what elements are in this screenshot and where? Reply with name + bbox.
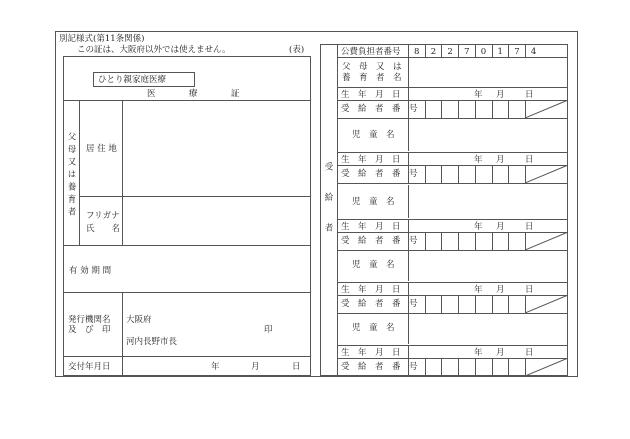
issue-date-label: 交付年月日 bbox=[68, 362, 111, 372]
row-divider bbox=[337, 118, 568, 119]
cell-divider bbox=[508, 232, 509, 250]
recipient-no-3-diagonal bbox=[525, 232, 568, 250]
badge-text: ひとり親家庭医療 bbox=[98, 75, 167, 85]
divider bbox=[63, 292, 311, 293]
child-birth-label: 生 年 月 日 bbox=[341, 222, 401, 232]
divider bbox=[79, 100, 80, 245]
child-recipient-no-label: 受 給 者 番 号 bbox=[341, 362, 418, 372]
cell-divider bbox=[441, 100, 442, 118]
child-recipient-no-label: 受 給 者 番 号 bbox=[341, 299, 418, 309]
child-birth-label: 生 年 月 日 bbox=[341, 348, 401, 358]
cell-divider bbox=[408, 87, 409, 100]
notice-text: この証は、大阪府以外では使えません。 bbox=[77, 45, 231, 55]
cell-divider bbox=[441, 44, 442, 57]
cell-divider bbox=[508, 100, 509, 118]
child-birth-label: 生 年 月 日 bbox=[341, 155, 401, 165]
child-birth-label: 生 年 月 日 bbox=[341, 285, 401, 295]
cell-divider bbox=[441, 232, 442, 250]
cell-divider bbox=[408, 57, 409, 87]
cell-divider bbox=[475, 295, 476, 313]
divider bbox=[122, 292, 123, 376]
recipient-no-label: 受 給 者 番 号 bbox=[341, 104, 418, 114]
cell-divider bbox=[475, 165, 476, 183]
row-divider bbox=[337, 183, 568, 184]
cell-divider bbox=[475, 44, 476, 57]
cell-divider bbox=[408, 100, 409, 118]
cell-divider bbox=[425, 358, 426, 376]
cell-divider bbox=[441, 358, 442, 376]
child-name-label: 児 童 名 bbox=[352, 260, 395, 270]
cell-divider bbox=[508, 295, 509, 313]
guardian-vertical-label: 父母又は養育者 bbox=[66, 132, 76, 220]
row-divider bbox=[337, 219, 568, 220]
birth-year: 年 bbox=[474, 90, 483, 100]
payer-digit: 1 bbox=[497, 47, 503, 57]
cell-divider bbox=[492, 295, 493, 313]
recipient-no-2-diagonal bbox=[525, 165, 568, 183]
cell-divider bbox=[425, 295, 426, 313]
row-divider bbox=[337, 250, 568, 251]
payer-number-label: 公費負担者番号 bbox=[341, 47, 401, 57]
row-divider bbox=[337, 57, 568, 58]
issuer-label-1: 発行機関名 bbox=[68, 315, 111, 325]
issue-month: 月 bbox=[251, 362, 260, 372]
cell-divider bbox=[408, 219, 409, 232]
birth-month: 月 bbox=[496, 155, 505, 165]
recipient-vertical-label: 受給者 bbox=[323, 162, 333, 254]
address-label: 居 住 地 bbox=[86, 144, 117, 154]
birth-year: 年 bbox=[474, 222, 483, 232]
cell-divider bbox=[458, 358, 459, 376]
cell-divider bbox=[492, 358, 493, 376]
row-divider bbox=[337, 313, 568, 314]
cell-divider bbox=[408, 118, 409, 151]
birth-month: 月 bbox=[496, 222, 505, 232]
divider bbox=[63, 245, 311, 246]
child-recipient-no-label: 受 給 者 番 号 bbox=[341, 236, 418, 246]
cell-divider bbox=[408, 345, 409, 358]
form-label: 別記様式(第11条関係) bbox=[59, 34, 145, 44]
cell-divider bbox=[525, 44, 526, 57]
birth-month: 月 bbox=[496, 348, 505, 358]
issue-day: 日 bbox=[292, 362, 301, 372]
divider bbox=[337, 44, 338, 376]
payer-digit: 8 bbox=[414, 47, 420, 57]
cell-divider bbox=[458, 232, 459, 250]
cell-divider bbox=[475, 232, 476, 250]
side-label: (表) bbox=[289, 45, 305, 55]
cell-divider bbox=[441, 165, 442, 183]
guardian-name-label-2: 養 育 者 名 bbox=[342, 73, 402, 83]
row-divider bbox=[337, 345, 568, 346]
cell-divider bbox=[458, 100, 459, 118]
birth-day: 日 bbox=[525, 90, 534, 100]
payer-digit: 2 bbox=[447, 47, 453, 57]
cell-divider bbox=[408, 185, 409, 218]
divider bbox=[122, 100, 123, 245]
payer-digit: 4 bbox=[530, 47, 537, 57]
divider bbox=[79, 196, 311, 197]
name-label: 氏 名 bbox=[86, 224, 121, 234]
cell-divider bbox=[408, 152, 409, 165]
child-name-label: 児 童 名 bbox=[352, 197, 395, 207]
cell-divider bbox=[408, 358, 409, 376]
child-name-label: 児 童 名 bbox=[352, 323, 395, 333]
payer-digit: 7 bbox=[514, 47, 520, 57]
child-name-label: 児 童 名 bbox=[352, 130, 395, 140]
recipient-no-4-diagonal bbox=[525, 295, 568, 313]
cell-divider bbox=[492, 232, 493, 250]
cell-divider bbox=[458, 295, 459, 313]
issuer-value-2: 河内長野市長 bbox=[126, 337, 178, 347]
recipient-no-1-diagonal bbox=[525, 100, 568, 118]
cell-divider bbox=[508, 44, 509, 57]
furigana-label: フリガナ bbox=[86, 211, 120, 221]
cell-divider bbox=[508, 165, 509, 183]
birth-day: 日 bbox=[525, 348, 534, 358]
issue-year: 年 bbox=[211, 362, 220, 372]
cell-divider bbox=[425, 232, 426, 250]
divider bbox=[63, 356, 311, 357]
divider bbox=[63, 100, 311, 101]
child-recipient-no-label: 受 給 者 番 号 bbox=[341, 169, 418, 179]
payer-digit: 2 bbox=[430, 47, 437, 57]
cell-divider bbox=[492, 165, 493, 183]
validity-label: 有 効 期 間 bbox=[69, 266, 112, 276]
row-divider bbox=[337, 152, 568, 153]
row-divider bbox=[337, 282, 568, 283]
birth-day: 日 bbox=[525, 285, 534, 295]
cell-divider bbox=[508, 358, 509, 376]
payer-digit: 0 bbox=[480, 47, 487, 57]
cell-divider bbox=[425, 44, 426, 57]
row-divider bbox=[337, 87, 568, 88]
birth-year: 年 bbox=[474, 155, 483, 165]
payer-digit: 7 bbox=[464, 47, 470, 57]
recipient-no-5-diagonal bbox=[525, 358, 568, 376]
certificate-title: 医 療 証 bbox=[147, 89, 242, 99]
cell-divider bbox=[425, 100, 426, 118]
seal-mark: 印 bbox=[264, 325, 273, 335]
issuer-value-1: 大阪府 bbox=[126, 315, 152, 325]
cell-divider bbox=[492, 100, 493, 118]
cell-divider bbox=[492, 44, 493, 57]
cell-divider bbox=[441, 295, 442, 313]
cell-divider bbox=[408, 44, 409, 57]
birth-day: 日 bbox=[525, 155, 534, 165]
birth-year: 年 bbox=[474, 285, 483, 295]
cell-divider bbox=[408, 165, 409, 183]
cell-divider bbox=[425, 165, 426, 183]
cell-divider bbox=[475, 358, 476, 376]
cell-divider bbox=[458, 44, 459, 57]
birth-month: 月 bbox=[496, 90, 505, 100]
cell-divider bbox=[458, 165, 459, 183]
row-divider bbox=[337, 44, 568, 45]
guardian-birth-label: 生 年 月 日 bbox=[341, 90, 401, 100]
cell-divider bbox=[408, 248, 409, 281]
cell-divider bbox=[408, 311, 409, 344]
cell-divider bbox=[408, 282, 409, 295]
issuer-label-2: 及 び 印 bbox=[68, 325, 111, 335]
cell-divider bbox=[475, 100, 476, 118]
birth-month: 月 bbox=[496, 285, 505, 295]
birth-day: 日 bbox=[525, 222, 534, 232]
guardian-name-label-1: 父 母 又 は bbox=[342, 62, 402, 72]
birth-year: 年 bbox=[474, 348, 483, 358]
